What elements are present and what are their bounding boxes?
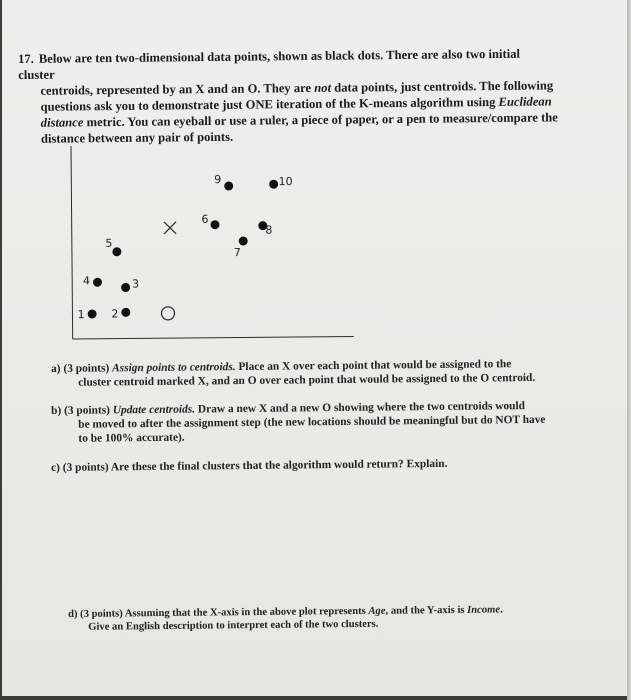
data-point-label-6: 6: [201, 212, 209, 226]
problem-number: 17.: [18, 51, 34, 66]
data-point-label-4: 4: [82, 274, 91, 288]
data-point-3: [121, 283, 130, 292]
data-point-1: [88, 309, 97, 318]
data-point-10: [269, 180, 278, 189]
data-point-label-2: 2: [111, 307, 119, 321]
data-point-label-7: 7: [233, 246, 241, 260]
problem-line-1: 17. Below are ten two-dimensional data points, shown as black dots. There are also two initial cluster: [18, 46, 521, 82]
problem-line-4: distance metric. You can eyeball or use a ruler, a piece of paper, or a pen to measure/compare the: [40, 110, 558, 130]
data-point-4: [93, 278, 102, 287]
centroid-o: [161, 307, 174, 320]
data-point-label-8: 8: [265, 223, 273, 237]
data-point-2: [121, 308, 130, 317]
data-point-7: [239, 236, 248, 245]
centroid-x: [164, 222, 176, 234]
data-point-label-1: 1: [77, 308, 85, 322]
scatter-plot: [71, 144, 354, 339]
data-point-label-5: 5: [105, 236, 113, 250]
data-point-6: [210, 220, 219, 229]
data-point-label-3: 3: [132, 277, 140, 291]
data-point-9: [224, 181, 233, 190]
part-d: d) (3 points) Assuming that the X-axis in the above plot represents Age, and the Y-axis is Income. Give an English description to interpret each of the two clusters.: [68, 604, 503, 633]
part-b-title: Update centroids.: [112, 403, 196, 417]
part-a: a) (3 points) Assign points to centroids. Place an X over each point that would be assigned to the cluster centroid marked X, and an O over each point that would be assigned to the O centroid.: [51, 358, 536, 389]
data-point-5: [112, 247, 121, 256]
problem-line-3: questions ask you to demonstrate just ONE iteration of the K-means algorithm using Euclidean: [40, 94, 552, 114]
data-point-label-10: 10: [278, 175, 293, 189]
scatter-plot-canvas: [71, 144, 354, 339]
part-c: c) (3 points) Are these the final clusters that the algorithm would return? Explain.: [51, 457, 448, 474]
data-point-label-9: 9: [214, 173, 222, 187]
problem-line-2: centroids, represented by an X and an O. They are not data points, just centroids. The following: [40, 78, 554, 98]
problem-line-5: distance between any pair of points.: [40, 129, 234, 146]
part-a-title: Assign points to centroids.: [112, 361, 236, 375]
problem-statement: [18, 45, 559, 147]
page-edge: [627, 0, 631, 700]
part-b: b) (3 points) Update centroids. Draw a new X and a new O showing where the two centroids would be moved to after the assignment step (the new locations should be meaningful but do NOT have to be 100% accurate).: [51, 400, 546, 445]
